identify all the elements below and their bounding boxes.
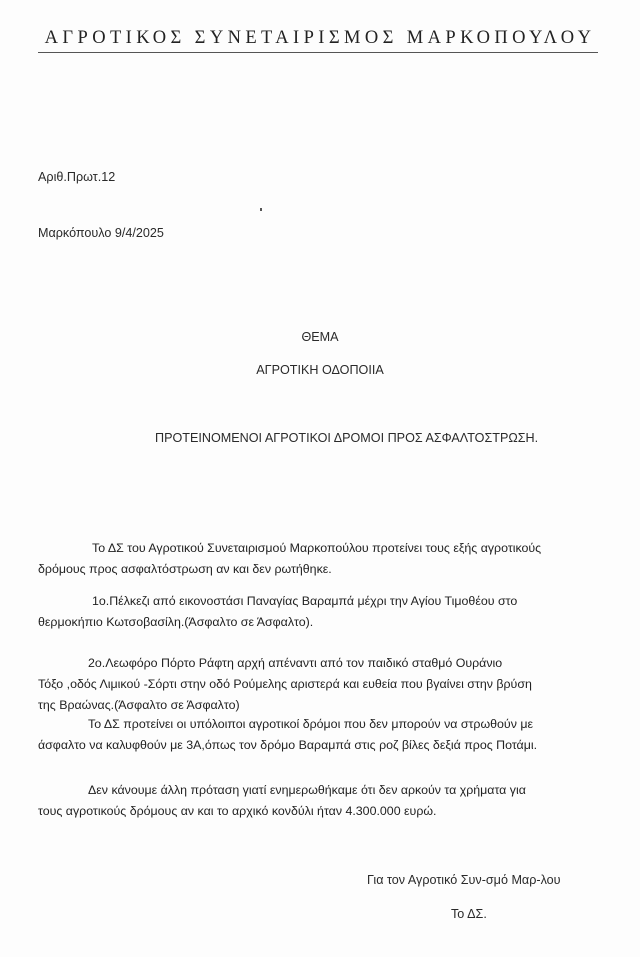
org-header: ΑΓΡΟΤΙΚΟΣ ΣΥΝΕΤΑΙΡΙΣΜΟΣ ΜΑΡΚΟΠΟΥΛΟΥ [44, 28, 596, 48]
protocol-number: Αριθ.Πρωτ.12 [38, 170, 116, 184]
paragraph-line: Το ΔΣ του Αγροτικού Συνεταιρισμού Μαρκοπούλου προτείνει τους εξής αγροτικούς [92, 541, 542, 555]
paragraph-road-2 [38, 653, 628, 716]
proposal-heading: ΠΡΟΤΕΙΝΟΜΕΝΟΙ ΑΓΡΟΤΙΚΟΙ ΔΡΟΜΟΙ ΠΡΟΣ ΑΣΦΑΛΤΟΣΤΡΩΣΗ. [155, 431, 539, 445]
paragraph-line: Δεν κάνουμε άλλη πρόταση γιατί ενημερωθήκαμε ότι δεν αρκούν τα χρήματα για [88, 783, 526, 797]
paragraph-line: Το ΔΣ προτείνει οι υπόλοιποι αγροτικοί δρόμοι που δεν μπορούν να στρωθούν με [88, 717, 533, 731]
paragraph-line: θερμοκήπιο Κωτσοβασίλη.(Άσφαλτο σε Άσφαλτο). [38, 615, 314, 629]
paragraph-line: δρόμους προς ασφαλτόστρωση αν και δεν ρωτήθηκε. [38, 562, 332, 576]
paragraph-no-other-proposal [38, 780, 613, 822]
header-underline [38, 52, 598, 53]
paragraph-other-roads [38, 714, 613, 756]
subject-title: ΑΓΡΟΤΙΚΗ ΟΔΟΠΟΙΙΑ [256, 363, 384, 377]
paragraph-road-1 [38, 591, 613, 633]
paragraph-line: 2ο.Λεωφόρο Πόρτο Ράφτη αρχή απέναντι από τον παιδικό σταθμό Ουράνιο [88, 656, 503, 670]
paragraph-line: 1ο.Πέλκεζι από εικονοστάσι Παναγίας Βαραμπά μέχρι την Αγίου Τιμοθέου στο [92, 594, 518, 608]
signature-board: Το ΔΣ. [451, 907, 487, 921]
paragraph-line: Τόξο ,οδός Λιμικού -Σόρτι στην οδό Ρούμελης αριστερά και ευθεία που βγαίνει στην βρύση [38, 677, 532, 691]
paragraph-intro [38, 538, 613, 580]
scan-speck [260, 208, 262, 211]
signature-organization: Για τον Αγροτικό Συν-σμό Μαρ-λου [367, 873, 561, 887]
subject-label: ΘΕΜΑ [301, 330, 339, 344]
paragraph-line: άσφαλτο να καλυφθούν με 3Α,όπως τον δρόμο Βαραμπά στις ροζ βίλες δεξιά προς Ποτάμι. [38, 738, 538, 752]
place-date: Μαρκόπουλο 9/4/2025 [38, 226, 164, 240]
paragraph-line: τους αγροτικούς δρόμους αν και το αρχικό κονδύλι ήταν 4.300.000 ευρώ. [38, 804, 437, 818]
paragraph-line: της Βραώνας.(Άσφαλτο σε Άσφαλτο) [38, 698, 240, 712]
